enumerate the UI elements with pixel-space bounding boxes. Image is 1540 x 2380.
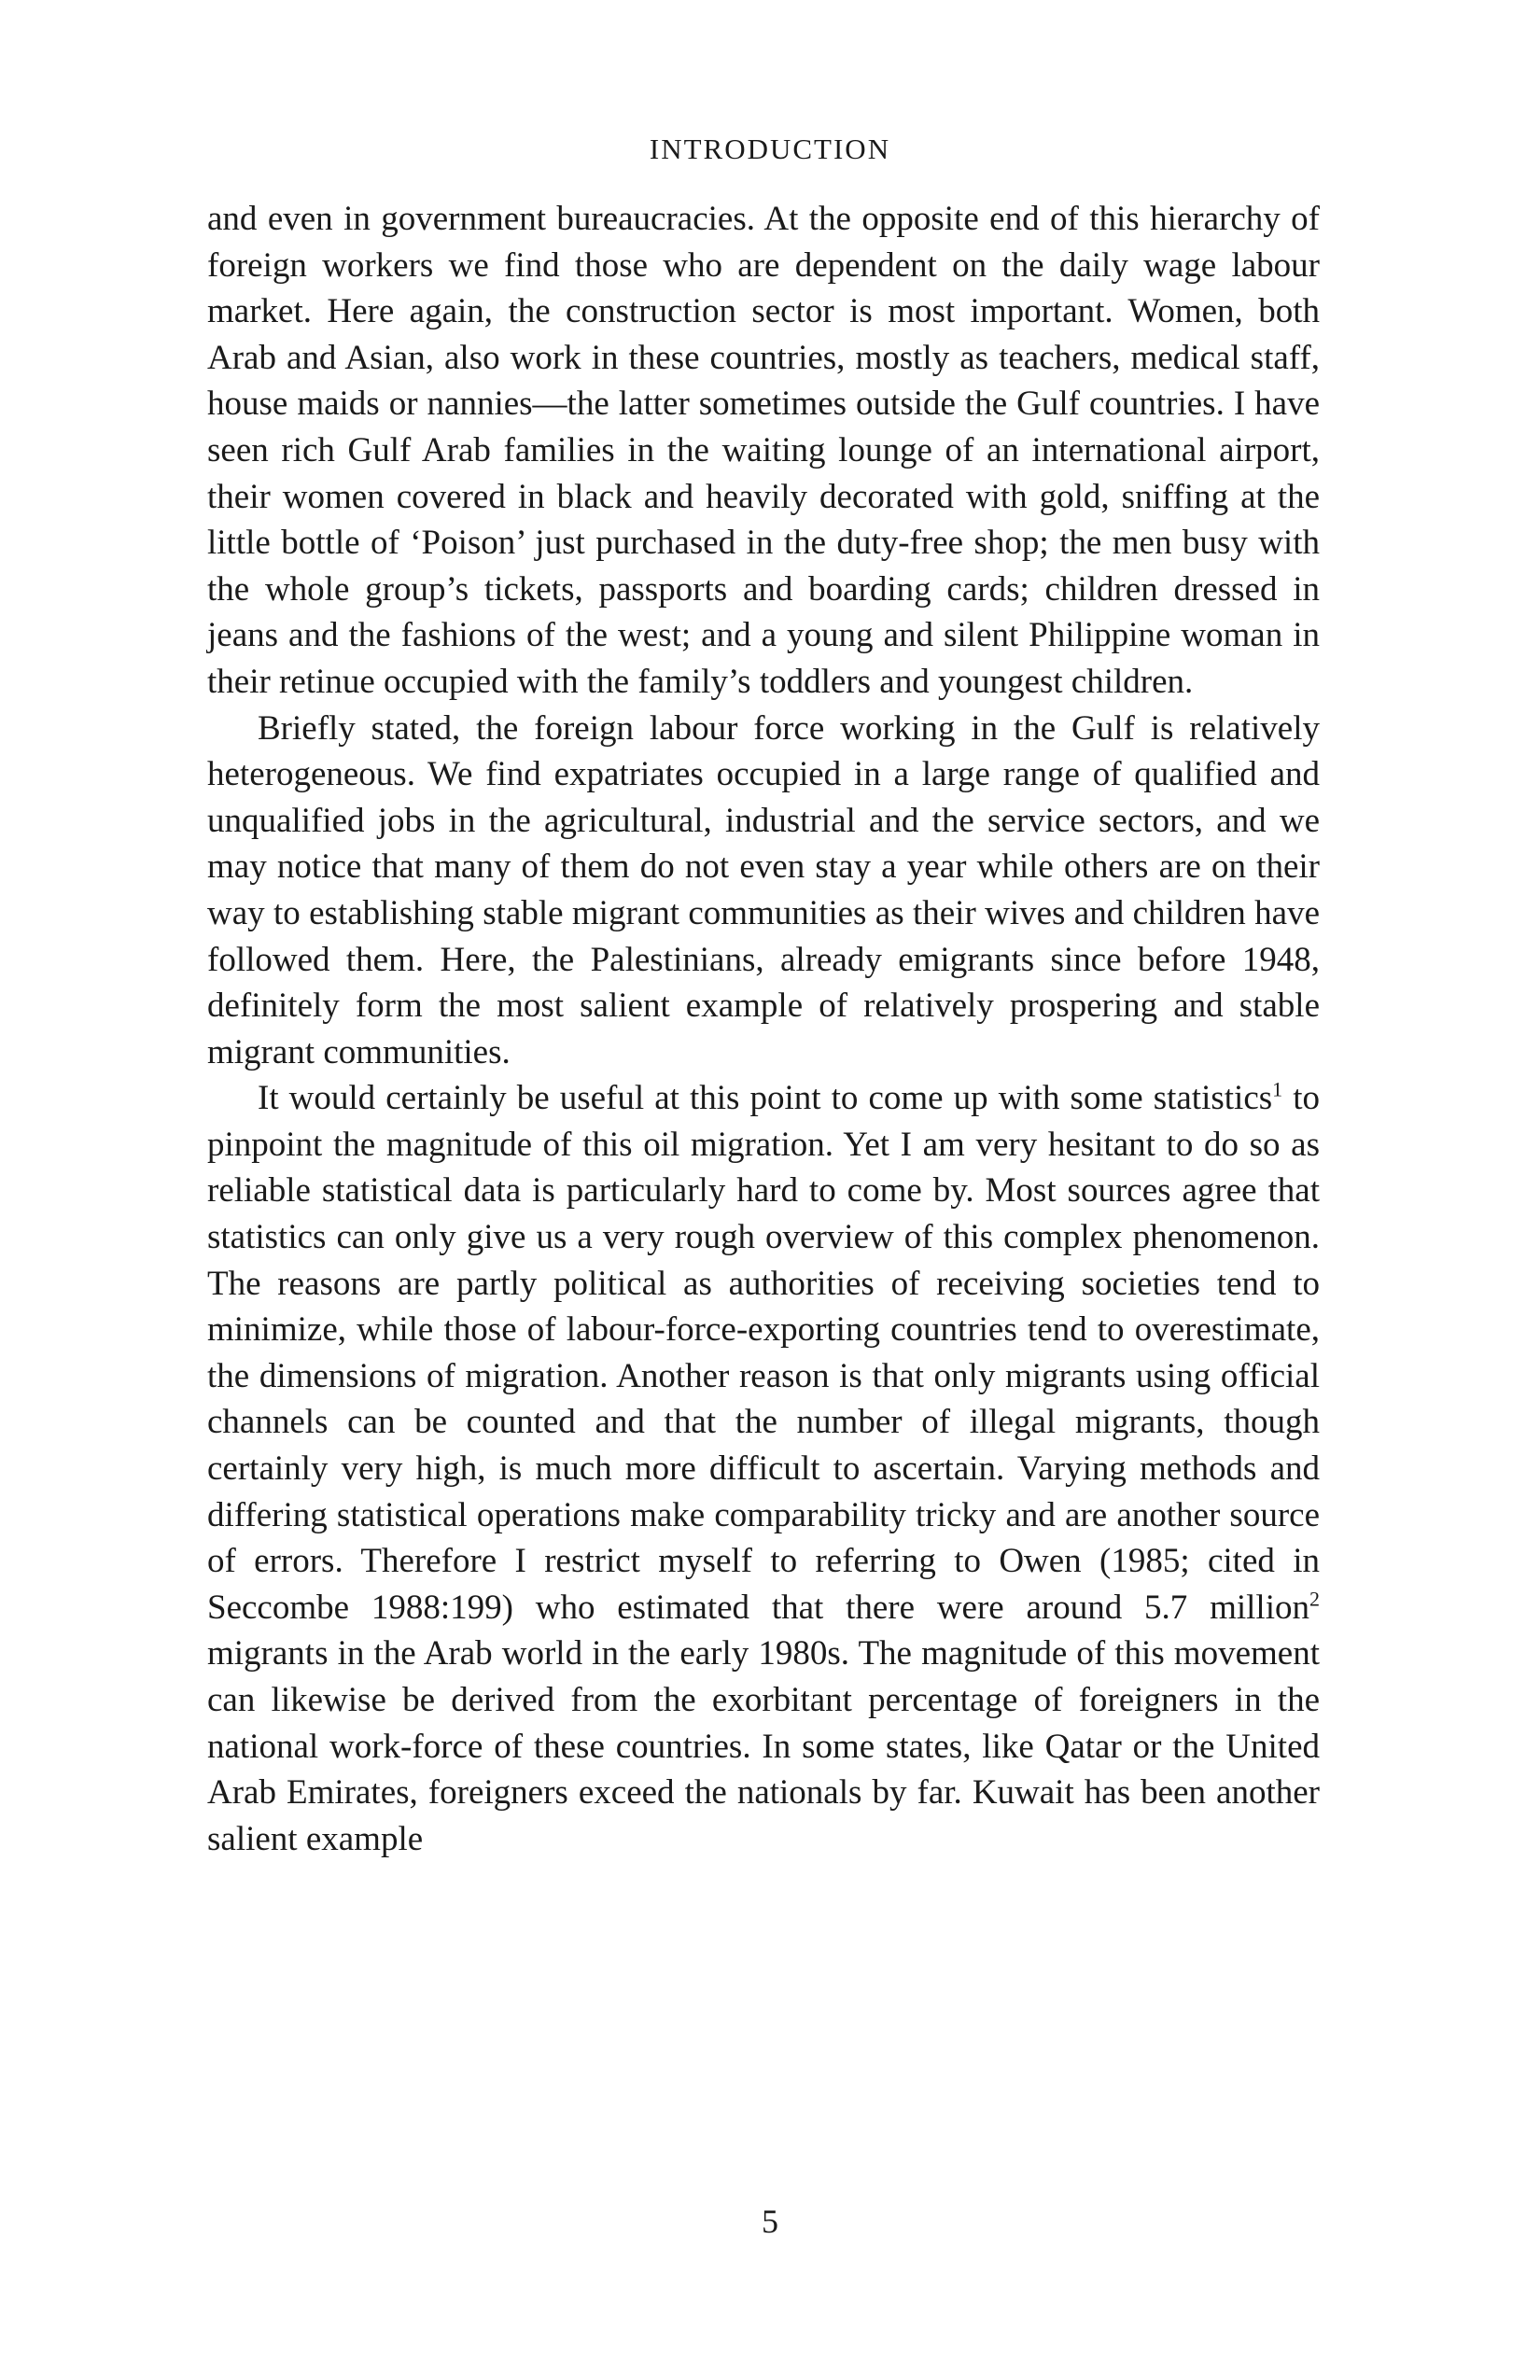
paragraph-text: It would certainly be useful at this point to come up with some statistics bbox=[258, 1079, 1273, 1118]
body-text bbox=[207, 196, 1320, 1862]
paragraph-labour-force: Briefly stated, the foreign labour force working in the Gulf is relatively heterogeneous. We find expatriates occupied in a large range of qualified and unqualified jobs in the agricultural, industrial and the service sectors, and we may notice that many of them do not even stay a year while others are on their way to establishing stable migrant communities as their wives and children have followed them. Here, the Palestinians, already emigrants since before 1948, definitely form the most salient example of relatively prospering and stable migrant communities. bbox=[207, 708, 1320, 1071]
paragraph-statistics bbox=[207, 1075, 1320, 1862]
footnote-marker-1[interactable]: 1 bbox=[1272, 1077, 1283, 1101]
footnote-marker-2[interactable]: 2 bbox=[1309, 1587, 1320, 1611]
paragraph-text: migrants in the Arab world in the early 1980s. The magnitude of this movement can likewise be derived from the exorbitant percentage of foreigners in the national work-force of these countries. In some states, like Qatar or the United Arab Emirates, foreigners exceed the nationals by far. Kuwait has been another salient example bbox=[207, 1634, 1320, 1858]
running-head: INTRODUCTION bbox=[649, 133, 891, 165]
paragraph-text: to pinpoint the magnitude of this oil migration. Yet I am very hesitant to do so as reliable statistical data is particularly hard to come by. Most sources agree that statistics can only give us a very rough overview of this complex phenomenon. The reasons are partly political as authorities of receiving societies tend to minimize, while those of labour-force-exporting countries tend to overestimate, the dimensions of migration. Another reason is that only migrants using official channels can be counted and that the number of illegal migrants, though certainly very high, is much more difficult to ascertain. Varying methods and differing statistical operations make comparability tricky and are another source of errors. Therefore I restrict myself to referring to Owen (1985; cited in Seccombe 1988:199) who estimated that there were around 5.7 million bbox=[207, 1079, 1320, 1627]
page-number: 5 bbox=[762, 2203, 778, 2240]
paragraph-continued: and even in government bureaucracies. At the opposite end of this hierarchy of foreign workers we find those who are dependent on the daily wage labour market. Here again, the construction sector is most important. Women, both Arab and Asian, also work in these countries, mostly as teachers, medical staff, house maids or nannies—the latter sometimes outside the Gulf countries. I have seen rich Gulf Arab families in the waiting lounge of an international airport, their women covered in black and heavily decorated with gold, sniffing at the little bottle of ‘Poison’ just purchased in the duty-free shop; the men busy with the whole group’s tickets, passports and boarding cards; children dressed in jeans and the fashions of the west; and a young and silent Philippine woman in their retinue occupied with the family’s toddlers and youngest children. bbox=[207, 200, 1320, 701]
